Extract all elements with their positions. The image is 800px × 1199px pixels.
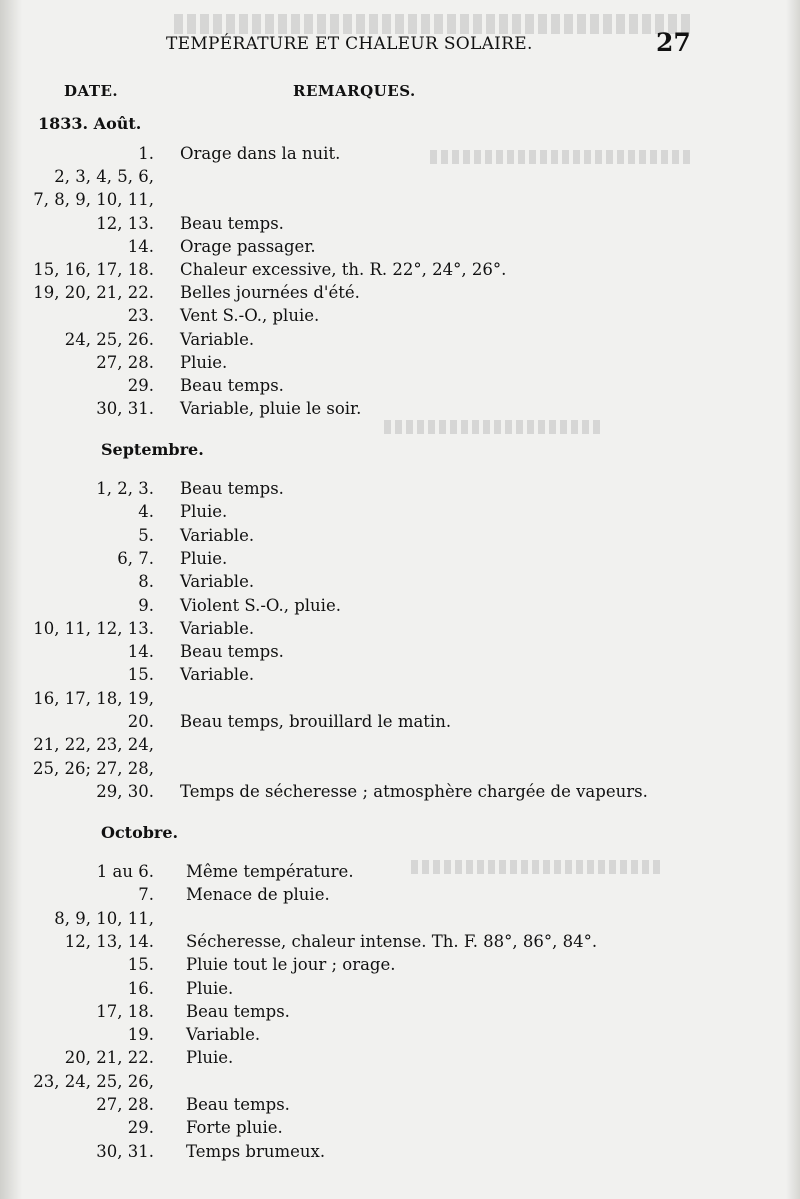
table-row	[0, 953, 780, 977]
entry-date: 16, 17, 18, 19,	[33, 688, 154, 708]
entry-date: 29, 30.	[96, 781, 154, 801]
page-edge-right	[786, 0, 800, 1199]
section-heading-octobre: Octobre.	[101, 823, 179, 842]
entry-remark: Beau temps.	[180, 213, 284, 233]
entry-remark: Pluie tout le jour ; orage.	[186, 955, 396, 975]
entry-date: 20.	[127, 712, 154, 731]
section-heading-septembre: Septembre.	[101, 440, 204, 459]
entry-date: 10, 11, 12, 13.	[33, 618, 154, 638]
column-heading-remarks: REMARQUES.	[293, 82, 416, 100]
entry-remark: Beau temps.	[180, 376, 284, 395]
entry-date: 14.	[127, 236, 154, 256]
table-row	[0, 930, 780, 954]
entry-remark: Pluie.	[186, 978, 234, 998]
table-row	[0, 235, 780, 259]
entry-remark: Vent S.-O., pluie.	[180, 306, 320, 326]
table-row	[0, 883, 780, 907]
entry-date: 15.	[127, 665, 154, 685]
column-heading-date: DATE.	[64, 82, 119, 100]
entry-remark: Pluie.	[180, 502, 228, 522]
entry-date: 16.	[127, 978, 154, 998]
entry-date: 4.	[138, 502, 154, 522]
entry-remark: Beau temps, brouillard le matin.	[180, 712, 452, 731]
entry-date: 1.	[138, 144, 154, 163]
entry-date: 19, 20, 21, 22.	[33, 283, 154, 303]
entry-remark: Variable.	[180, 618, 255, 638]
entry-date: 7.	[138, 885, 154, 905]
page-number: 27	[656, 28, 691, 57]
entry-remark: Forte pluie.	[186, 1118, 283, 1138]
entry-remark: Beau temps.	[180, 479, 284, 498]
entry-remark: Chaleur excessive, th. R. 22°, 24°, 26°.	[180, 260, 507, 279]
entry-date: 29.	[127, 376, 154, 395]
table-row	[0, 188, 780, 212]
bleed-through-decoration	[170, 14, 690, 34]
table-row	[0, 524, 780, 548]
entry-date: 6, 7.	[117, 548, 154, 568]
table-row	[0, 1023, 780, 1047]
table-row	[0, 1000, 780, 1024]
entry-remark: Pluie.	[180, 548, 228, 568]
table-row	[0, 1116, 780, 1140]
entry-date: 24, 25, 26.	[64, 329, 154, 349]
table-row	[0, 663, 780, 687]
entry-remark: Menace de pluie.	[186, 885, 330, 905]
entry-date: 12, 13, 14.	[64, 931, 154, 951]
entry-remark: Beau temps.	[186, 1001, 290, 1021]
entry-date: 1, 2, 3.	[96, 479, 154, 498]
entry-date: 15, 16, 17, 18.	[33, 260, 154, 279]
entry-date: 30, 31.	[96, 1141, 154, 1161]
entry-remark: Variable.	[180, 525, 255, 545]
entry-remark: Violent S.-O., pluie.	[180, 595, 341, 615]
entry-remark: Beau temps.	[186, 1095, 290, 1114]
table-row	[0, 351, 780, 375]
entry-date: 8, 9, 10, 11,	[54, 908, 154, 928]
table-row	[0, 687, 780, 711]
section-heading-aout: 1833. Août.	[38, 114, 142, 133]
table-row	[0, 710, 780, 734]
table-row	[0, 142, 780, 166]
table-row	[0, 1093, 780, 1117]
entry-remark: Orage dans la nuit.	[180, 144, 341, 163]
entry-date: 27, 28.	[96, 352, 154, 372]
table-row	[0, 304, 780, 328]
entry-date: 25, 26; 27, 28,	[32, 758, 154, 778]
entry-date: 12, 13.	[96, 213, 154, 233]
entry-date: 21, 22, 23, 24,	[33, 735, 154, 755]
table-row	[0, 165, 780, 189]
entry-remark: Même température.	[186, 862, 354, 881]
table-row	[0, 374, 780, 398]
table-row	[0, 907, 780, 931]
entry-date: 2, 3, 4, 5, 6,	[54, 167, 154, 187]
table-row	[0, 570, 780, 594]
entry-remark: Variable, pluie le soir.	[180, 399, 362, 419]
table-row	[0, 733, 780, 757]
entry-date: 23, 24, 25, 26,	[33, 1071, 154, 1091]
entry-remark: Variable.	[180, 665, 255, 685]
entry-date: 15.	[127, 955, 154, 975]
table-row	[0, 1046, 780, 1070]
table-row	[0, 860, 780, 884]
entry-remark: Temps brumeux.	[186, 1141, 326, 1161]
table-row	[0, 1070, 780, 1094]
entry-date: 1 au 6.	[96, 862, 154, 881]
entry-date: 7, 8, 9, 10, 11,	[33, 190, 154, 210]
table-row	[0, 780, 780, 804]
entry-date: 14.	[127, 642, 154, 662]
entry-date: 20, 21, 22.	[64, 1048, 154, 1068]
entry-remark: Beau temps.	[180, 642, 284, 662]
table-row	[0, 328, 780, 352]
table-row	[0, 617, 780, 641]
table-row	[0, 500, 780, 524]
entry-date: 17, 18.	[96, 1001, 154, 1021]
bleed-through-decoration	[380, 420, 600, 434]
entry-date: 19.	[127, 1025, 154, 1045]
entry-date: 5.	[138, 525, 154, 545]
table-row	[0, 397, 780, 421]
entry-date: 23.	[127, 306, 154, 326]
entry-remark: Sécheresse, chaleur intense. Th. F. 88°, 86°, 84°.	[186, 931, 598, 951]
entry-date: 29.	[127, 1118, 154, 1138]
entry-remark: Belles journées d'été.	[180, 283, 360, 303]
table-row	[0, 281, 780, 305]
table-row	[0, 757, 780, 781]
entry-remark: Pluie.	[186, 1048, 234, 1068]
entry-remark: Variable.	[180, 572, 255, 592]
table-row	[0, 594, 780, 618]
table-row	[0, 1140, 780, 1164]
entry-remark: Variable.	[186, 1025, 261, 1045]
table-row	[0, 258, 780, 282]
running-title: TEMPÉRATURE ET CHALEUR SOLAIRE.	[166, 34, 533, 54]
entry-remark: Orage passager.	[180, 236, 316, 256]
entry-remark: Temps de sécheresse ; atmosphère chargée de vapeurs.	[180, 781, 648, 801]
entry-date: 8.	[138, 572, 154, 592]
table-row	[0, 977, 780, 1001]
entry-remark: Variable.	[180, 329, 255, 349]
entry-date: 9.	[138, 595, 154, 615]
entry-remark: Pluie.	[180, 352, 228, 372]
table-row	[0, 640, 780, 664]
table-row	[0, 547, 780, 571]
table-row	[0, 212, 780, 236]
table-row	[0, 477, 780, 501]
entry-date: 27, 28.	[96, 1095, 154, 1114]
entry-date: 30, 31.	[96, 399, 154, 419]
